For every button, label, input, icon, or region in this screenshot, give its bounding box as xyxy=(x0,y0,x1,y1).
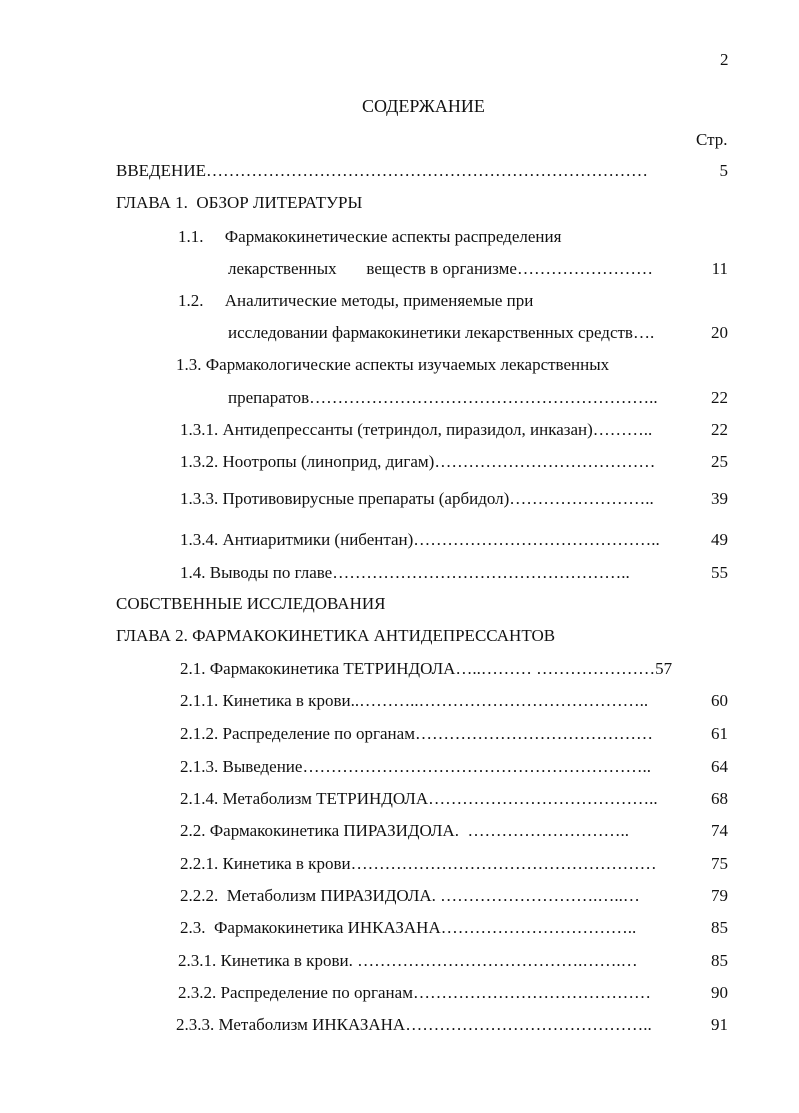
toc-page: 22 xyxy=(711,420,728,439)
page-title: СОДЕРЖАНИЕ xyxy=(362,96,485,116)
toc-page: 91 xyxy=(711,1015,728,1034)
toc-line: ВВЕДЕНИЕ…………………………………………………………………… xyxy=(116,161,648,180)
toc-page: 74 xyxy=(711,821,728,840)
toc-page: 11 xyxy=(711,259,728,278)
toc-line: 1.2. Аналитические методы, применяемые при xyxy=(178,291,534,310)
toc-line: 2.3. Фармакокинетика ИНКАЗАНА…………………………….. xyxy=(180,918,637,937)
toc-line: 1.4. Выводы по главе…………………………………………….. xyxy=(180,563,630,582)
toc-page: 61 xyxy=(711,724,728,743)
toc-line: лекарственных веществ в организме…………………… xyxy=(228,259,653,278)
toc-page: 60 xyxy=(711,691,728,710)
toc-chapter-heading: ГЛАВА 1. ОБЗОР ЛИТЕРАТУРЫ xyxy=(116,193,363,212)
toc-line: 1.3.4. Антиаритмики (нибентан)…………………………………….. xyxy=(180,530,660,549)
page-number: 2 xyxy=(720,50,729,69)
toc-line: 1.1. Фармакокинетические аспекты распределения xyxy=(178,227,562,246)
toc-page: 5 xyxy=(719,161,728,180)
toc-page: 68 xyxy=(711,789,728,808)
toc-line: 2.2.1. Кинетика в крови……………………………………………… xyxy=(180,854,657,873)
toc-line: 2.1. Фармакокинетика ТЕТРИНДОЛА…..……… …………………57 xyxy=(180,659,673,678)
toc-page: 25 xyxy=(711,452,728,471)
toc-line: 1.3.1. Антидепрессанты (тетриндол, пиразидол, инказан)……….. xyxy=(180,420,653,439)
toc-line: 1.3.3. Противовирусные препараты (арбидол)…………………….. xyxy=(180,489,654,508)
toc-page: 22 xyxy=(711,388,728,407)
toc-line: 2.1.4. Метаболизм ТЕТРИНДОЛА………………………………….. xyxy=(180,789,658,808)
toc-line: 2.3.2. Распределение по органам…………………………………… xyxy=(178,983,651,1002)
toc-page: 79 xyxy=(711,886,728,905)
toc-page: 75 xyxy=(711,854,728,873)
toc-line: 1.3. Фармакологические аспекты изучаемых лекарственных xyxy=(176,355,610,374)
page-column-label: Стр. xyxy=(696,130,728,149)
toc-page: 85 xyxy=(711,951,728,970)
toc-line: 2.1.2. Распределение по органам…………………………………… xyxy=(180,724,653,743)
toc-line: исследовании фармакокинетики лекарственных средств…. xyxy=(228,323,655,342)
toc-line: 2.2. Фармакокинетика ПИРАЗИДОЛА. ……………………….. xyxy=(180,821,629,840)
toc-line: 2.1.1. Кинетика в крови..………..………………………………….. xyxy=(180,691,649,710)
toc-line: 2.3.1. Кинетика в крови. ………………………………….…….… xyxy=(178,951,638,970)
toc-page: 55 xyxy=(711,563,728,582)
toc-line: 2.2.2. Метаболизм ПИРАЗИДОЛА. ……………………….…..… xyxy=(180,886,640,905)
toc-line: препаратов…………………………………………………….. xyxy=(228,388,658,407)
toc-line: 2.3.3. Метаболизм ИНКАЗАНА…………………………………….. xyxy=(176,1015,652,1034)
toc-page: 64 xyxy=(711,757,728,776)
toc-line: 2.1.3. Выведение…………………………………………………….. xyxy=(180,757,651,776)
toc-page: 85 xyxy=(711,918,728,937)
toc-line: 1.3.2. Ноотропы (линоприд, дигам)………………………………… xyxy=(180,452,656,471)
toc-page: 49 xyxy=(711,530,728,549)
toc-page: 90 xyxy=(711,983,728,1002)
toc-chapter-heading: ГЛАВА 2. ФАРМАКОКИНЕТИКА АНТИДЕПРЕССАНТОВ xyxy=(116,626,556,645)
toc-section-heading: СОБСТВЕННЫЕ ИССЛЕДОВАНИЯ xyxy=(116,594,386,613)
toc-page: 20 xyxy=(711,323,728,342)
toc-page: 39 xyxy=(711,489,728,508)
